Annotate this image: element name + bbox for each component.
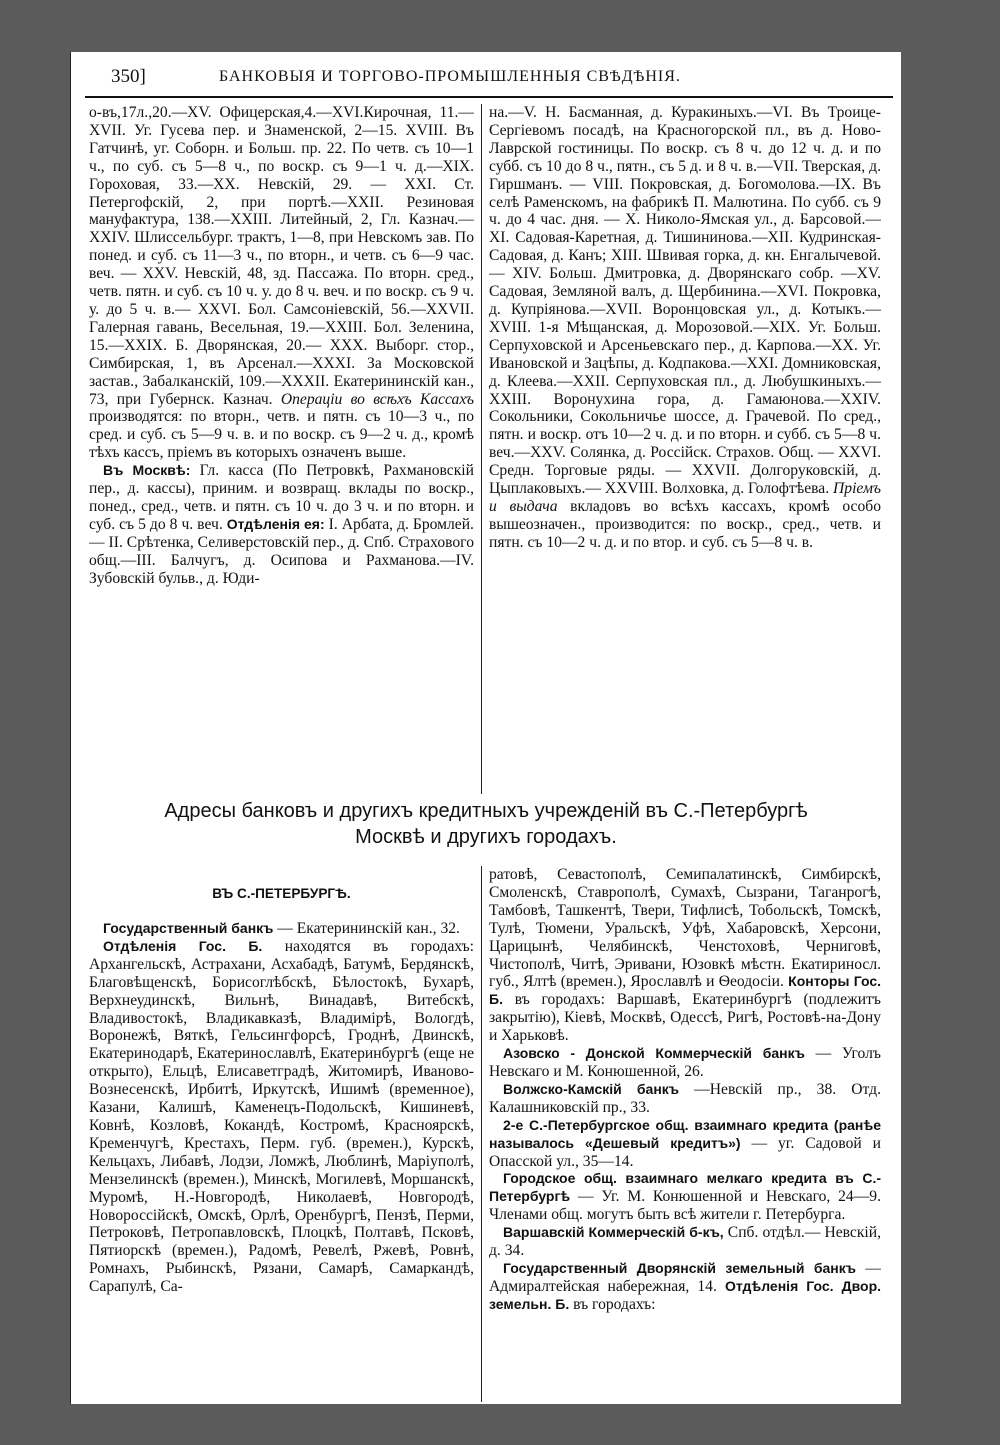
warsaw-bank-text: Спб. отдѣл.— Невскій, д. 34. xyxy=(489,1224,881,1260)
azov-don-bank-label: Азовско - Донской Коммерческій банкъ xyxy=(503,1045,805,1062)
state-bank-branches-text: находятся въ городахъ: Архангельскѣ, Астрахани, Асхабадѣ, Батумѣ, Бердянскѣ, Благовѣщенскѣ, Борисоглѣбскѣ, Бѣлостокѣ, Бухарѣ, Верхнеудинскѣ, Вильнѣ, Винадавѣ, Витебскѣ, Владивостокѣ, Владикавказѣ, Владимірѣ, Вологдѣ, Воронежѣ, Вяткѣ, Гельсингфорсѣ, Гроднѣ, Двинскѣ, Екатеринодарѣ, Екатеринославлѣ, Екатеринбургѣ (еще не открыто), Ельцѣ, Елисаветградѣ, Житомирѣ, Иваново-Вознесенскѣ, Ирбитѣ, Иркутскѣ, Ишимѣ (временное), Казани, Калишѣ, Каменецъ-Подольскѣ, Кишиневѣ, Ковнѣ, Козловѣ, Кокандѣ, Костромѣ, Красноярскѣ, Кременчугѣ, Крестахъ, Перм. губ. (времен.), Курскѣ, Кельцахъ, Либавѣ, Лодзи, Ломжѣ, Люблинѣ, Маріуполѣ, Мензелинскѣ (времен.), Минскѣ, Могилевѣ, Моршанскѣ, Муромѣ, Н.-Новгородѣ, Николаевѣ, Новгородѣ, Новороссійскѣ, Омскѣ, Орлѣ, Оренбургѣ, Пензѣ, Перми, Петроковѣ, Петропавловскѣ, Плоцкѣ, Полтавѣ, Псковѣ, Пятиорскѣ (времен.), Радомѣ, Ревелѣ, Ржевѣ, Ровнѣ, Ромнахъ, Рыбинскѣ, Рязани, Самарѣ, Самаркандѣ, Сарапулѣ, Са- xyxy=(89,937,474,1296)
cities-continued-entry xyxy=(489,866,881,1045)
section-title-line1: Адресы банковъ и другихъ кредитныхъ учрежденій въ С.-Петербургѣ xyxy=(164,800,808,822)
spb-branches-paragraph xyxy=(89,104,474,462)
moscow-branches-label: Отдѣленія ея: xyxy=(226,515,325,532)
state-bank-entry xyxy=(89,920,474,938)
warsaw-bank-entry xyxy=(489,1224,881,1260)
page-header xyxy=(85,62,893,96)
azov-don-bank-text: — Уголъ Невскаго и М. Конюшенной, 26. xyxy=(489,1045,881,1080)
book-page xyxy=(70,52,901,1404)
bottom-right-column xyxy=(489,866,881,1402)
volga-kama-bank-label: Волжско-Камскій банкъ xyxy=(503,1080,679,1097)
section-title-line2: Москвѣ и другихъ городахъ. xyxy=(355,826,617,848)
noble-land-bank-entry xyxy=(489,1260,881,1314)
noble-land-bank-branches-label: Отдѣленія Гос. Двор. земельн. Б. xyxy=(489,1277,881,1312)
top-left-column xyxy=(89,104,474,794)
mutual-credit-society-text: — уг. Садовой и Опасской ул., 35—14. xyxy=(489,1134,881,1170)
bottom-left-column xyxy=(89,920,474,1402)
deposits-italic: Пріемъ и выдача xyxy=(489,480,881,515)
noble-land-bank-branches-text: въ городахъ: xyxy=(573,1295,656,1313)
offices-label: Конторы Гос. Б. xyxy=(489,973,881,1008)
state-bank-branches-entry xyxy=(89,938,474,1296)
mutual-credit-society-label: 2-е С.-Петербургское общ. взаимнаго кредита (ранѣе называлось «Дешевый кредитъ») xyxy=(489,1116,881,1151)
deposits-text: вкладовъ во всѣхъ кассахъ, кромѣ особо вышеозначен., производится: по воскр., сред., четв. и пятн. съ 10—2 ч. д. и по втор. и суб. съ 5—8 ч. в. xyxy=(489,497,881,551)
state-bank-branches-label: Отдѣленія Гос. Б. xyxy=(103,937,263,954)
moscow-label: Въ Москвѣ: xyxy=(103,462,191,479)
operations-text: производятся: по вторн., четв. и пятн. съ 10—3 ч., по сред. и суб. съ 5—9 ч. в. и по воскр. съ 9—2 ч. д., кромѣ тѣхъ кассъ, пріемъ въ которыхъ означенъ выше. xyxy=(89,408,474,462)
moscow-branches-continued xyxy=(489,104,881,552)
moscow-branches-text: I. Арбата, д. Бромлей.— II. Срѣтенка, Селиверстовскій пер., д. Спб. Страхового общ.—III. Балчугъ, д. Осипова и Рахманова.—IV. Зубовскій бульв., д. Юди- xyxy=(89,515,474,587)
column-divider-bottom xyxy=(481,866,482,1402)
moscow-text: Гл. касса (По Петровкѣ, Рахмановскій пер., д. кассы), приним. и возвращ. вклады по воскр., понед., сред., четв. и пятн. съ 10 ч. до 3 ч. и по вторн. и суб. съ 5 до 8 ч. веч. xyxy=(89,462,474,533)
mutual-credit-society-entry xyxy=(489,1117,881,1171)
volga-kama-bank-entry xyxy=(489,1081,881,1117)
noble-land-bank-label: Государственный Дворянскій земельный банкъ xyxy=(503,1259,856,1276)
city-small-credit-label: Городское общ. взаимнаго мелкаго кредита въ С.-Петербургѣ xyxy=(489,1170,881,1205)
volga-kama-bank-text: —Невскій пр., 38. Отд. Калашниковскій пр., 33. xyxy=(489,1080,881,1116)
column-divider-top xyxy=(481,104,482,794)
state-bank-text: — Екатерининскій кан., 32. xyxy=(277,920,460,937)
noble-land-bank-text: —Адмиралтейская набережная, 14. xyxy=(489,1259,881,1295)
spb-branches-text: о-въ,17л.,20.—XV. Офицерская,4.—XVI.Кирочная, 11.—XVII. Уг. Гусева пер. и Знаменской, 2—15. XVIII. Въ Гатчинѣ, уг. Соборн. и Больш. пр. 22. По четв. съ 10—1 ч., по суб. съ 5—8 ч., по воскр. съ 9—1 ч. д.—XIX. Гороховая, 33.—XX. Невскій, 29. — XXI. Ст. Петергофскій, 2, при портѣ.—XXII. Резиновая мануфактура, 138.—XXIII. Литейный, 2, Гл. Казнач.—XXIV. Шлиссельбург. трактъ, 1—8, при Невскомъ зав. По понед. и суб. съ 11—3 ч., по вторн., и четв. съ 6—9 час. веч. — XXV. Невскій, 48, зд. Пассажа. По вторн. сред., четв. пятн. и суб. съ 10 ч. у. до 8 ч. веч. и по воскр. съ 9 ч. у. до 5 ч. в.— XXVI. Бол. Самсоніевскій, 56.—XXVII. Галерная гавань, Весельная, 19.—XXIII. Бол. Зеленина, 15.—XXIX. Б. Дворянская, 20.— XXX. Выборг. стор., Симбирская, 1, въ Арсенал.—XXXI. За Московской застав., Забалканскій, 109.—XXXII. Екатерининскій кан., 73, при Губернск. Казнач. xyxy=(89,104,474,408)
header-rule xyxy=(85,96,893,98)
warsaw-bank-label: Варшавскій Коммерческій б-къ, xyxy=(503,1224,724,1241)
page-number: 350] xyxy=(111,66,146,87)
city-small-credit-entry xyxy=(489,1170,881,1224)
section-title xyxy=(81,798,891,850)
top-right-column xyxy=(489,104,881,794)
azov-don-bank-entry xyxy=(489,1045,881,1081)
spb-subheading: ВЪ С.-ПЕТЕРБУРГѢ. xyxy=(212,886,351,901)
cities-continued-text: ратовѣ, Севастополѣ, Семипалатинскѣ, Симбирскѣ, Смоленскѣ, Ставрополѣ, Сумахѣ, Сызрани, Таганрогѣ, Тамбовѣ, Ташкентѣ, Твери, Тифлисѣ, Тобольскѣ, Томскѣ, Тулѣ, Тюмени, Уральскѣ, Уфѣ, Хабаровскѣ, Херсони, Царицынѣ, Челябинскѣ, Ченстоховѣ, Черниговѣ, Чистополѣ, Читѣ, Эривани, Юзовкѣ мѣстн. Екатириносл. губ., Ялтѣ (времен.), Ярославлѣ и Ѳеодосіи. xyxy=(489,866,881,991)
moscow-paragraph xyxy=(89,462,474,587)
running-title: БАНКОВЫЯ И ТОРГОВО-ПРОМЫШЛЕННЫЯ СВѢДѢНІЯ. xyxy=(219,68,681,85)
city-small-credit-text: — Уг. М. Конюшенной и Невскаго, 24—9. Членами общ. могутъ быть всѣ жители г. Петербурга. xyxy=(489,1188,881,1224)
moscow-branches-continued-text: на.—V. Н. Басманная, д. Куракиныхъ.—VI. Въ Троице-Сергіевомъ посадѣ, на Красногорской пл., въ д. Ново-Лаврской гостиницы. По воскр. съ 8 ч. до 12 ч. д. и по субб. съ 10 до 8 ч., пятн., съ 5 д. и 8 ч. в.—VII. Тверская, д. Гиршманъ. — VIII. Покровская, д. Богомолова.—IX. Въ селѣ Раменскомъ, на фабрикѣ П. Малютина. По субб. съ 9 ч. до 4 час. дня. — X. Николо-Ямская ул., д. Барсовой.—XI. Садовая-Каретная, д. Тишининова.—XII. Кудринская-Садовая, д. Канъ; XIII. Швивая горка, д. кн. Енгалычевой.— XIV. Больш. Дмитровка, д. Дворянскаго собр. —XV. Садовая, Земляной валъ, д. Щербинина.—XVI. Покровка, д. Купріянова.—XVII. Воронцовская ул., д. Котыкъ.—XVIII. 1-я Мѣщанская, д. Морозовой.—XIX. Уг. Больш. Серпуховской и Арсеньевскаго пер., д. Карпова.—XX. Уг. Ивановской и Зацѣпы, д. Кодпакова.—XXI. Домниковская, д. Клеева.—XXII. Серпуховская пл., д. Любушкиныхъ.—XXIII. Воронухина гора, д. Гамаюнова.—XXIV. Сокольники, Сокольничье шоссе, д. Грачевой. По сред., пятн. и воскр. отъ 10—2 ч. д. и по вторн. и субб. съ 5—8 ч. веч.—XXV. Солянка, д. Россійск. Страхов. Общ. — XXVI. Средн. Торговые ряды. — XXVII. Долгоруковскій, д. Цыплаковыхъ.— XXVIII. Волховка, д. Голофтѣева. xyxy=(489,104,881,498)
offices-text: въ городахъ: Варшавѣ, Екатеринбургѣ (подлежитъ закрытію), Кіевѣ, Москвѣ, Одессѣ, Ригѣ, Ростовѣ-на-Дону и Харьковѣ. xyxy=(489,991,881,1045)
operations-italic: Операціи во всѣхъ Кассахъ xyxy=(280,390,474,408)
state-bank-label: Государственный банкъ xyxy=(103,920,274,936)
